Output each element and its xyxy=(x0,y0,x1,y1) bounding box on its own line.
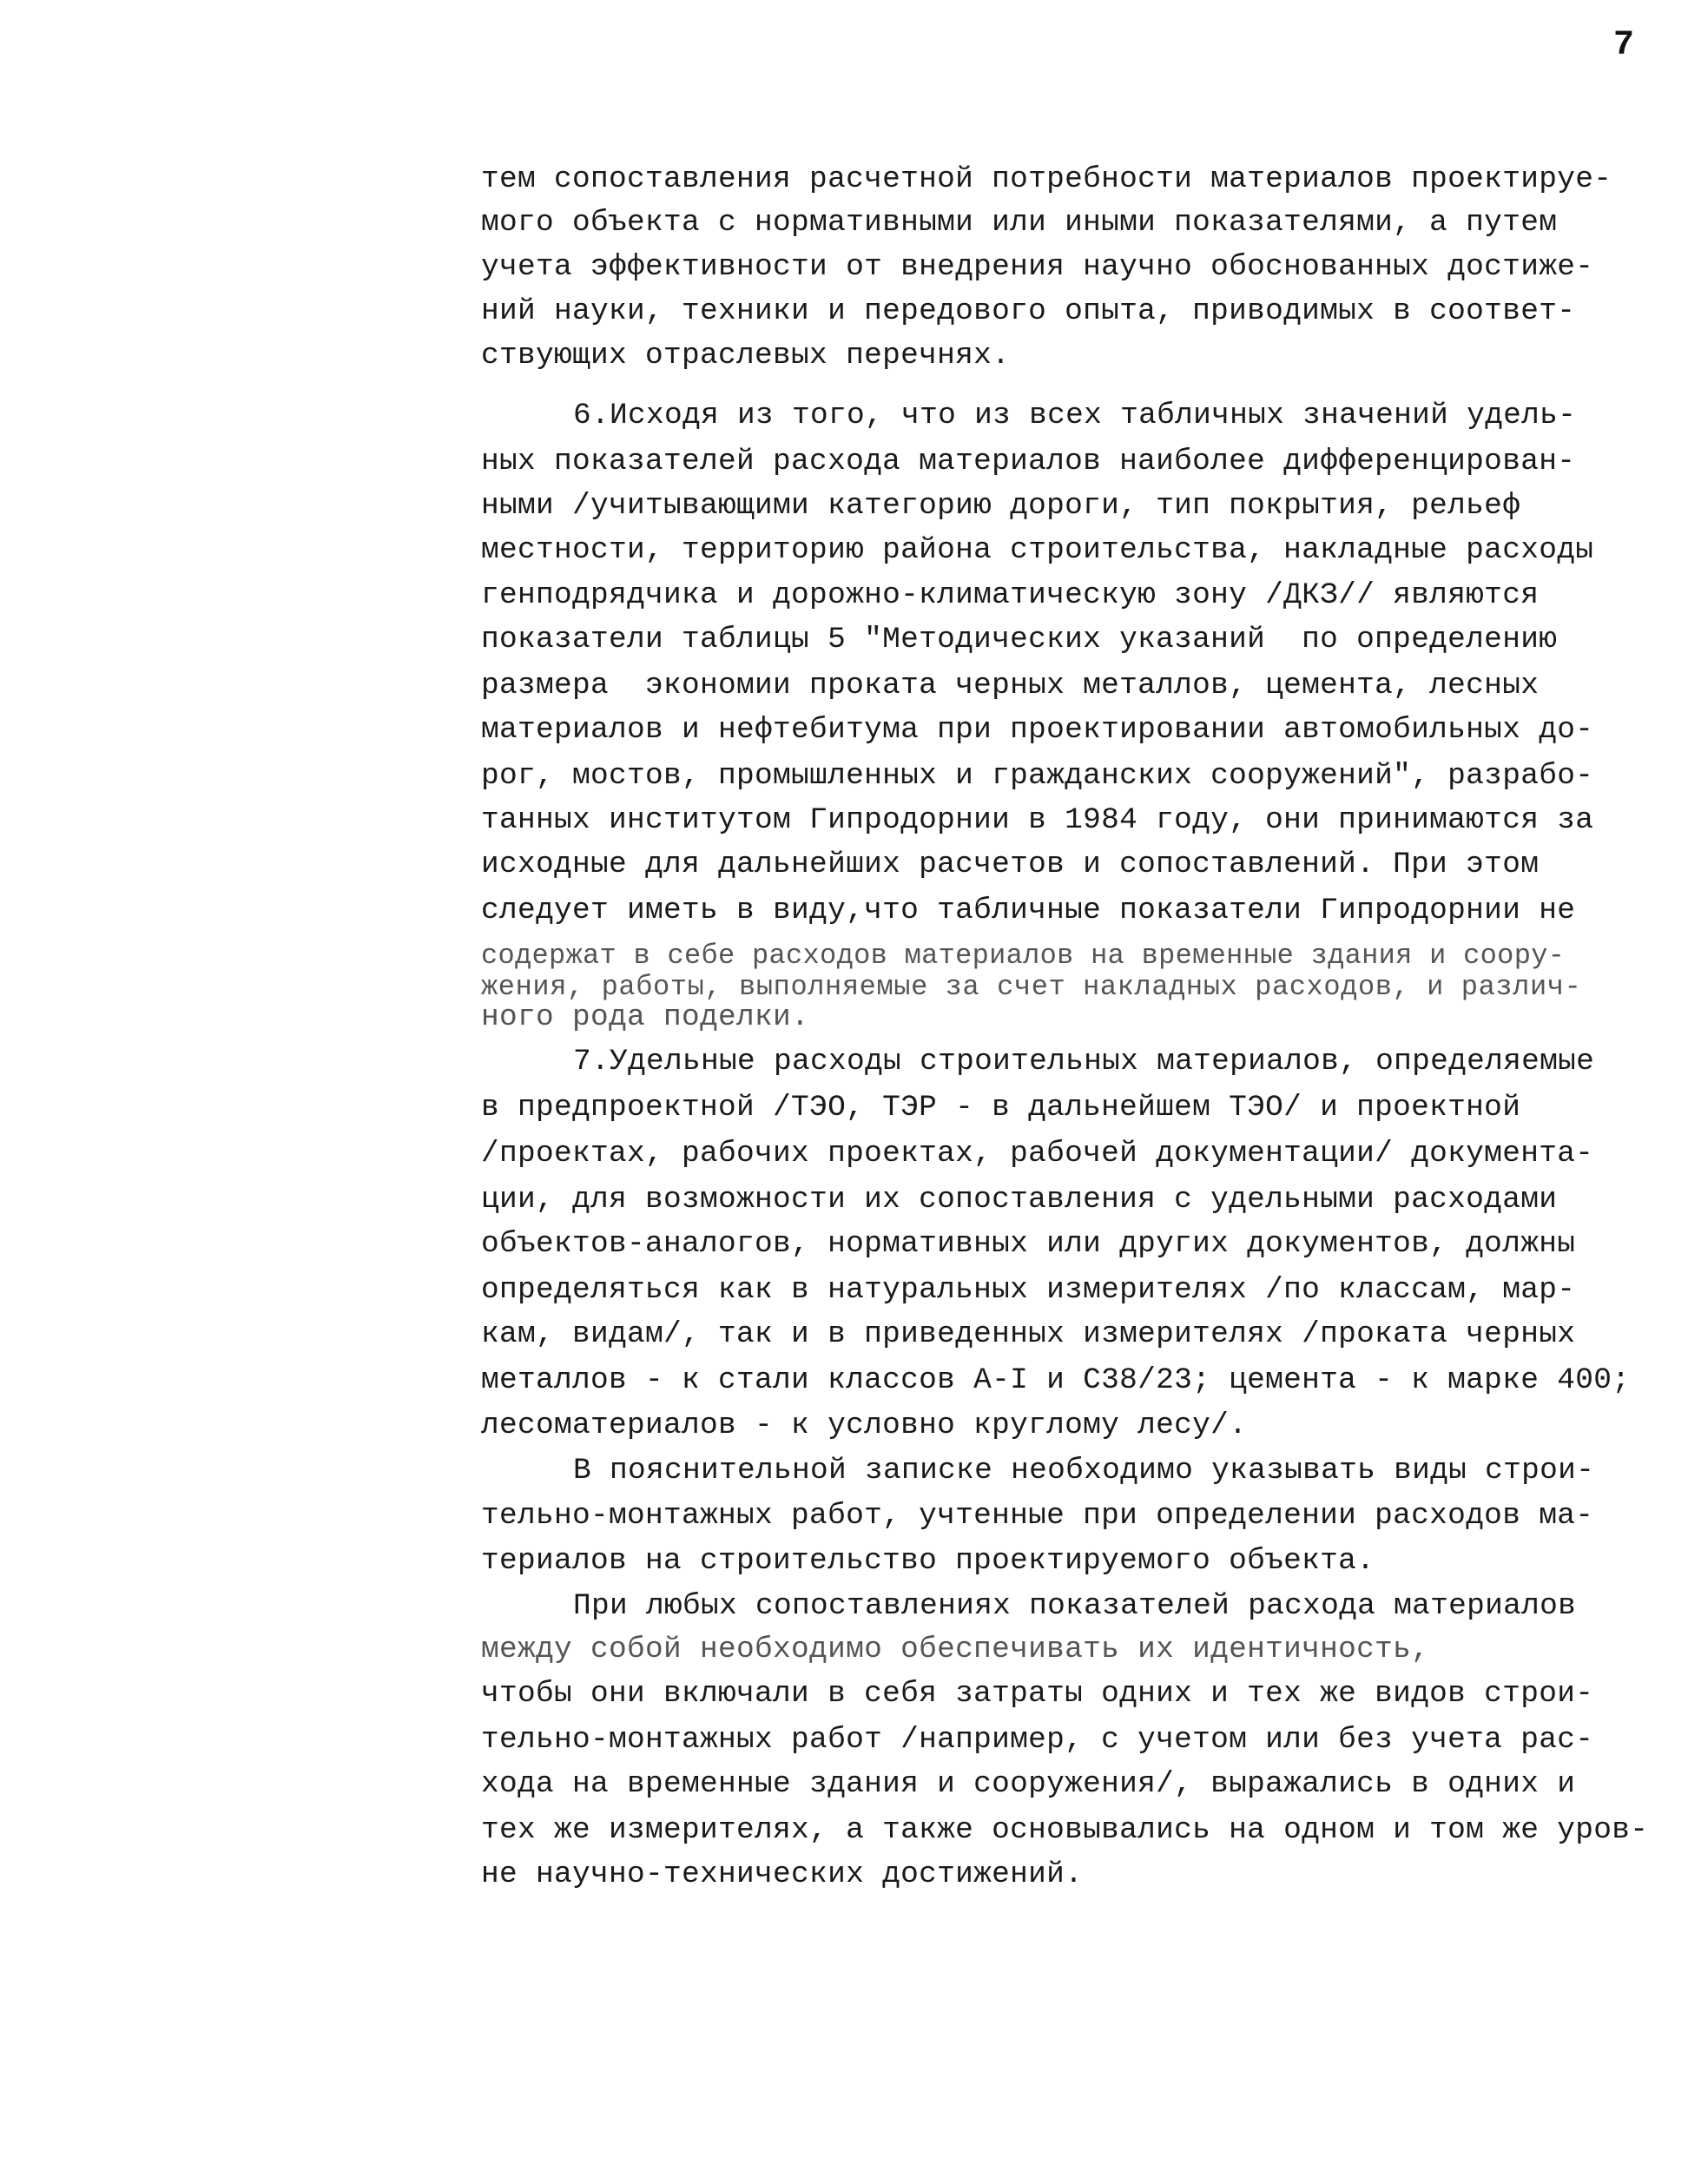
text-line: ными /учитывающими категорию дороги, тип покрытия, рельеф xyxy=(481,489,1521,523)
text-line: хода на временные здания и сооружения/, выражались в одних и xyxy=(481,1767,1576,1801)
text-line: рог, мостов, промышленных и гражданских сооружений", разрабо- xyxy=(481,759,1594,793)
text-line: мого объекта с нормативными или иными показателями, а путем xyxy=(481,206,1558,240)
text-line: ствующих отраслевых перечнях. xyxy=(481,339,1011,373)
text-line: учета эффективности от внедрения научно обоснованных достиже- xyxy=(481,250,1594,284)
text-line: кам, видам/, так и в приведенных измерителях /проката черных xyxy=(481,1317,1576,1351)
text-line: показатели таблицы 5 "Методических указаний по определению xyxy=(481,623,1558,657)
text-line: териалов на строительство проектируемого объекта. xyxy=(481,1544,1375,1578)
text-line: ных показателей расхода материалов наиболее дифференцирован- xyxy=(481,445,1576,478)
text-line: исходные для дальнейших расчетов и сопоставлений. При этом xyxy=(481,848,1540,881)
text-line: При любых сопоставлениях показателей расхода материалов xyxy=(573,1589,1577,1623)
text-line: 6.Исходя из того, что из всех табличных значений удель- xyxy=(573,399,1577,432)
text-line: ний науки, техники и передового опыта, приводимых в соответ- xyxy=(481,294,1576,328)
text-line: 7.Удельные расходы строительных материалов, определяемые xyxy=(573,1045,1595,1079)
text-line: ного рода поделки. xyxy=(481,1000,810,1034)
text-line: жения, работы, выполняемые за счет накладных расходов, и различ- xyxy=(481,971,1582,1003)
page-number: 7 xyxy=(1613,26,1635,65)
text-line: в предпроектной /ТЭО, ТЭР - в дальнейшем ТЭО/ и проектной xyxy=(481,1091,1521,1125)
text-line: металлов - к стали классов А-I и С38/23; цемента - к марке 400; xyxy=(481,1363,1631,1397)
text-line: /проектах, рабочих проектах, рабочей документации/ документа- xyxy=(481,1137,1594,1171)
text-line: генподрядчика и дорожно-климатическую зону /ДКЗ// являются xyxy=(481,578,1540,612)
text-line: тельно-монтажных работ /например, с учетом или без учета рас- xyxy=(481,1723,1594,1757)
text-line: В пояснительной записке необходимо указывать виды строи- xyxy=(573,1454,1595,1488)
text-line: определяться как в натуральных измерителях /по классам, мар- xyxy=(481,1273,1576,1307)
text-line: танных институтом Гипродорнии в 1984 году, они принимаются за xyxy=(481,803,1594,837)
text-line: местности, территорию района строительства, накладные расходы xyxy=(481,533,1594,567)
text-line: лесоматериалов - к условно круглому лесу/. xyxy=(481,1409,1248,1442)
text-line: размера экономии проката черных металлов, цемента, лесных xyxy=(481,669,1540,703)
text-line: ции, для возможности их сопоставления с удельными расходами xyxy=(481,1183,1558,1217)
text-line: тех же измерителях, а также основывались на одном и том же уров- xyxy=(481,1813,1649,1847)
text-line: объектов-аналогов, нормативных или других документов, должны xyxy=(481,1227,1576,1261)
text-line: между собой необходимо обеспечивать их идентичность, xyxy=(481,1633,1430,1666)
text-line: чтобы они включали в себя затраты одних и тех же видов строи- xyxy=(481,1677,1594,1711)
text-line: следует иметь в виду,что табличные показатели Гипродорнии не xyxy=(481,894,1576,927)
text-line: тем сопоставления расчетной потребности материалов проектируе- xyxy=(481,162,1612,196)
text-line: материалов и нефтебитума при проектировании автомобильных до- xyxy=(481,713,1594,747)
text-line: не научно-технических достижений. xyxy=(481,1857,1084,1891)
text-line: тельно-монтажных работ, учтенные при определении расходов ма- xyxy=(481,1499,1594,1533)
text-line: содержат в себе расходов материалов на временные здания и соору- xyxy=(481,940,1566,972)
